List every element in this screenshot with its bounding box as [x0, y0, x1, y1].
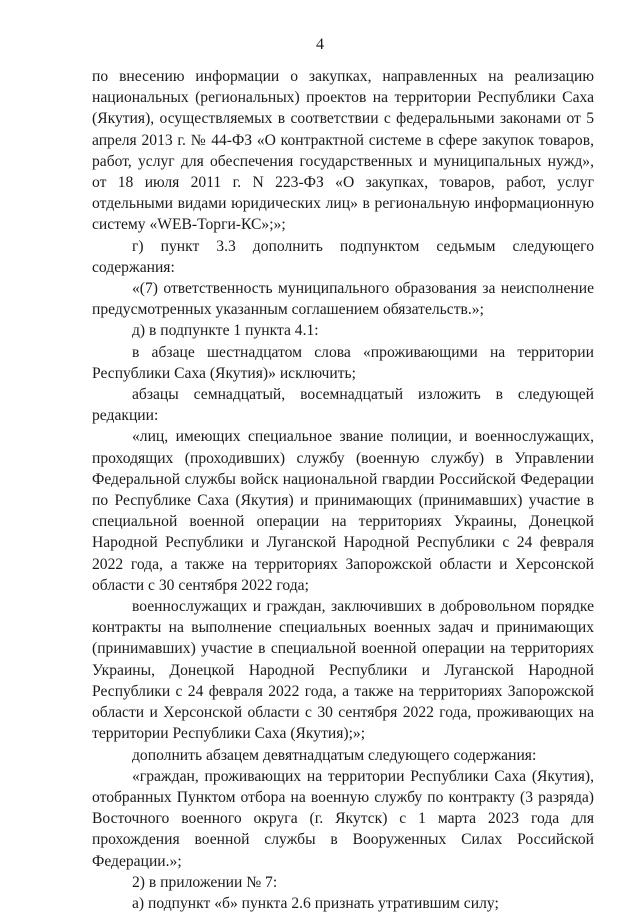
- paragraph: г) пункт 3.3 дополнить подпунктом седьмым следующего содержания:: [92, 237, 594, 276]
- paragraph: абзацы семнадцатый, восемнадцатый изложить в следующей редакции:: [92, 386, 594, 425]
- paragraph: «лиц, имеющих специальное звание полиции, и военнослужащих, проходящих (проходивших) службу (военную службу) в Управлении Федеральной службы войск национальной гвардии Российской Федерации по Республике Саха (Якутия) и принимающих (принимавших) участие в специальной военной операции на территориях Украины, Донецкой Народной Республики и Луганской Народной Республики с 24 февраля 2022 года, а также на территориях Запорожской области и Херсонской области с 30 сентября 2022 года;: [92, 428, 594, 594]
- paragraph: дополнить абзацем девятнадцатым следующего содержания:: [132, 746, 537, 764]
- paragraph: «граждан, проживающих на территории Республики Саха (Якутия), отобранных Пунктом отбора на военную службу по контракту (3 разряда) Восточного военного округа (г. Якутск) с 1 марта 2023 года для прохождения военной службы в Вооруженных Силах Российской Федерации.»;: [92, 767, 594, 870]
- document-body: [92, 66, 594, 914]
- paragraph: д) в подпункте 1 пункта 4.1:: [132, 322, 319, 340]
- paragraph: «(7) ответственность муниципального образования за неисполнение предусмотренных указанным соглашением обязательств.»;: [92, 280, 594, 319]
- page-number: 4: [316, 36, 324, 53]
- paragraph-continuation: по внесению информации о закупках, направленных на реализацию национальных (региональных) проектов на территории Республики Саха (Якутия), осуществляемых в соответствии с федеральными законами от 5 апреля 2013 г. № 44-ФЗ «О контрактной системе в сфере закупок товаров, работ, услуг для обеспечения государственных и муниципальных нужд», от 18 июля 2011 г. N 223-ФЗ «О закупках, товаров, работ, услуг отдельными видами юридических лиц» в региональную информационную систему «WEB-Торги-КС»;»;: [92, 68, 594, 234]
- paragraph: военнослужащих и граждан, заключивших в добровольном порядке контракты на выполнение специальных военных задач и принимающих (принимавших) участие в специальной военной операции на территориях Украины, Донецкой Народной Республики и Луганской Народной Республики с 24 февраля 2022 года, а также на территориях Запорожской области и Херсонской области с 30 сентября 2022 года, проживающих на территории Республики Саха (Якутия);»;: [92, 598, 594, 743]
- paragraph: а) подпункт «б» пункта 2.6 признать утратившим силу;: [132, 894, 499, 912]
- paragraph: в абзаце шестнадцатом слова «проживающими на территории Республики Саха (Якутия)» исключить;: [92, 343, 594, 382]
- paragraph: 2) в приложении № 7:: [132, 873, 278, 891]
